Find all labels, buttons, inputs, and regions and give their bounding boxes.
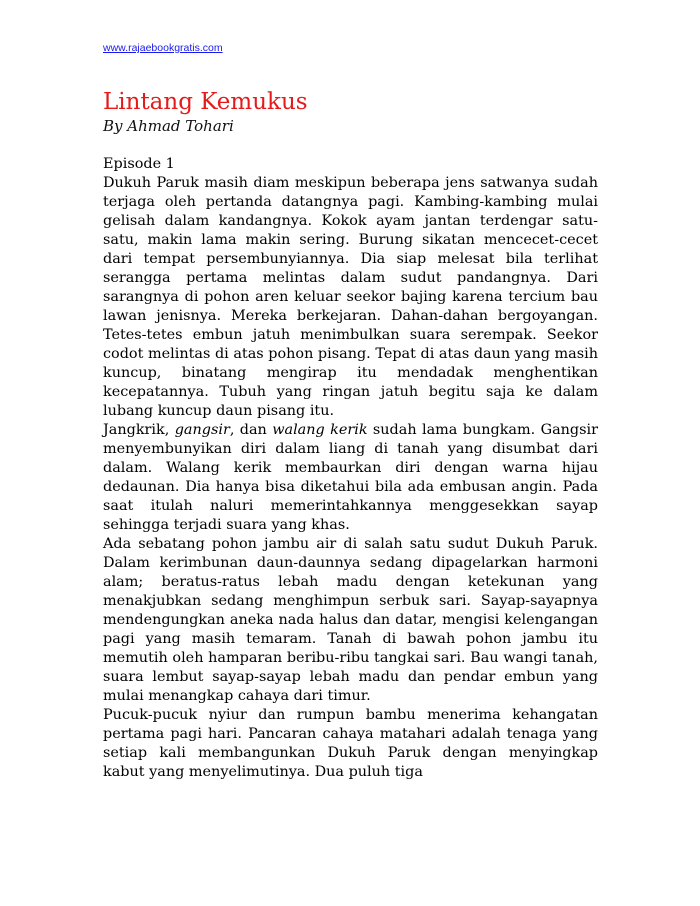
paragraph-1: Dukuh Paruk masih diam meskipun beberapa jens satwanya sudah terjaga oleh pertanda datangnya pagi. Kambing-kambing mulai gelisah dalam kandangnya. Kokok ayam jantan terdengar satu-satu, makin lama makin sering. Burung sikatan mencecet-cecet dari tempat persembunyiannya. Dia siap melesat bila terlihat serangga pertama melintas dalam sudut pandangnya. Dari sarangnya di pohon aren keluar seekor bajing karena tercium bau lawan jenisnya. Mereka berkejaran. Dahan-dahan bergoyangan. Tetes-tetes embun jatuh menimbulkan suara serempak. Seekor codot melintas di atas pohon pisang. Tepat di atas daun yang masih kuncup, binatang mengirap itu mendadak menghentikan kecepatannya. Tubuh yang ringan jatuh begitu saja ke dalam lubang kuncup daun pisang itu. xyxy=(103,175,598,419)
paragraph-2-start: Jangkrik, xyxy=(103,422,175,438)
paragraph-4: Pucuk-pucuk nyiur dan rumpun bambu menerima kehangatan pertama pagi hari. Pancaran cahaya matahari adalah tenaga yang setiap kali membangunkan Dukuh Paruk dengan menyingkap kabut yang menyelimutinya. Dua puluh tiga xyxy=(103,707,598,780)
site-link[interactable]: www.rajaebookgratis.com xyxy=(103,42,223,54)
paragraph-2-mid: , dan xyxy=(229,422,273,438)
book-author: By Ahmad Tohari xyxy=(103,117,234,135)
term-walang-kerik: walang kerik xyxy=(272,422,368,438)
chapter-body xyxy=(103,174,598,782)
paragraph-2-end: sudah lama bungkam. Gangsir menyembunyikan diri dalam liang di tanah yang disumbat dari dalam. Walang kerik membaurkan diri dengan warna hijau dedaunan. Dia hanya bisa diketahui bila ada embusan angin. Pada saat itulah naluri memerintahkannya menggesekkan sayap sehingga terjadi suara yang khas. xyxy=(103,422,598,533)
document-page xyxy=(103,38,598,782)
paragraph-3: Ada sebatang pohon jambu air di salah satu sudut Dukuh Paruk. Dalam kerimbunan daun-daunnya sedang dipagelarkan harmoni alam; beratus-ratus lebah madu dengan ketekunan yang menakjubkan sedang menghimpun serbuk sari. Sayap-sayapnya mendengungkan aneka nada halus dan datar, mengisi kelengangan pagi yang masih temaram. Tanah di bawah pohon jambu itu memutih oleh hamparan beribu-ribu tangkai sari. Bau wangi tanah, suara lembut sayap-sayap lebah madu dan pendar embun yang mulai menangkap cahaya dari timur. xyxy=(103,536,598,704)
book-title: Lintang Kemukus xyxy=(103,89,308,115)
paragraph-2 xyxy=(103,421,598,535)
term-gangsir: gangsir xyxy=(174,422,230,438)
chapter-heading: Episode 1 xyxy=(103,156,175,172)
